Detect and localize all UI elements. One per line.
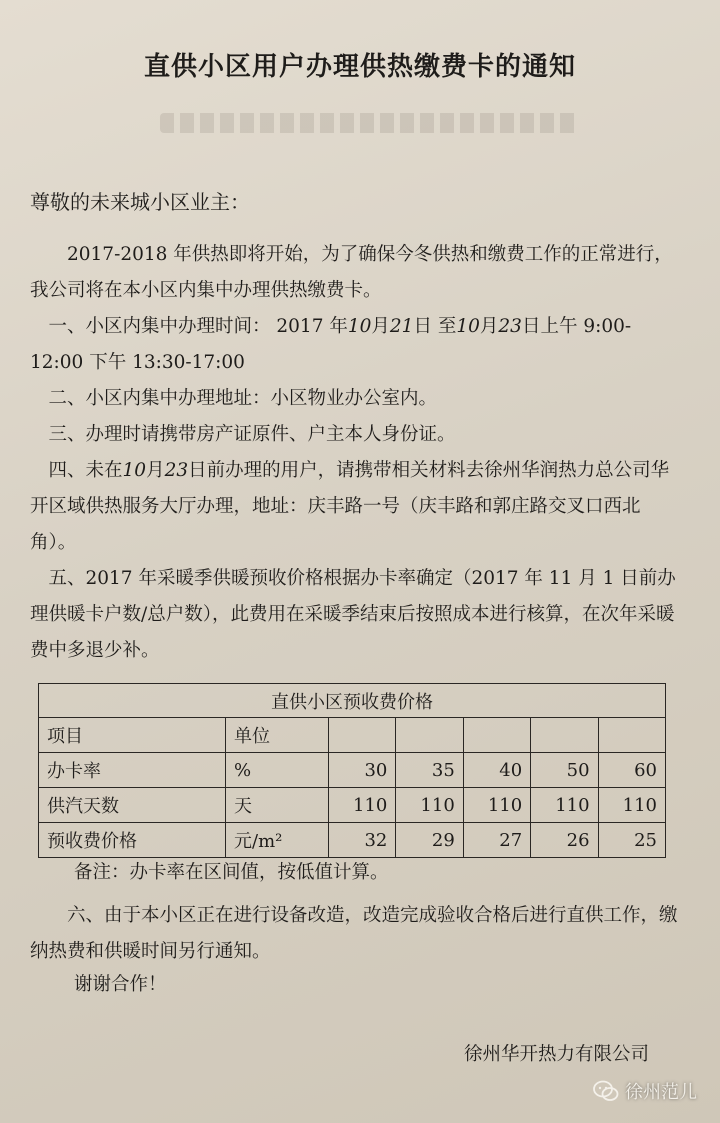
table-cell: 50 <box>531 753 598 788</box>
item-4-text-c: 日前办理的用户，请携带相关材料去徐州华润热力总公司华开区域供热服务大厅办理，地址：庆丰路一号（庆丰路和郭庄路交叉口西北角）。 <box>30 460 670 553</box>
table-header-cell <box>463 718 530 753</box>
item-4-text-a: 四、未在 <box>30 460 123 481</box>
thanks-text: 谢谢合作！ <box>74 974 167 995</box>
table-row <box>39 788 666 823</box>
item-1-text-a: 一、小区内集中办理时间： 2017 年 <box>30 316 348 337</box>
table-cell: 26 <box>531 823 598 858</box>
table-cell: 25 <box>598 823 665 858</box>
table-header-cell <box>598 718 665 753</box>
table-cell: 27 <box>463 823 530 858</box>
table-header-cell <box>396 718 463 753</box>
item-1-time <box>30 309 680 381</box>
table-cell: 60 <box>598 753 665 788</box>
intro-paragraph: 2017-2018 年供热即将开始，为了确保今冬供热和缴费工作的正常进行，我公司将在本小区内集中办理供热缴费卡。 <box>30 244 673 301</box>
table-cell: 110 <box>531 788 598 823</box>
item-1-text-b: 月 <box>371 316 390 337</box>
item-1-text-c: 日 至 <box>413 316 457 337</box>
table-cell: 40 <box>463 753 530 788</box>
bleed-through-text <box>160 113 580 133</box>
table-cell: 办卡率 <box>39 753 226 788</box>
item-5-pricing: 五、2017 年采暖季供暖预收价格根据办卡率确定（2017 年 11 月 1 日前办理供暖卡户数/总户数），此费用在采暖季结束后按照成本进行核算，在次年采暖费中多退少补。 <box>30 568 676 661</box>
table-cell: 110 <box>396 788 463 823</box>
company-signature: 徐州华开热力有限公司 <box>464 1044 650 1065</box>
handwritten-day: 23 <box>498 316 522 337</box>
handwritten-month: 10 <box>456 316 480 337</box>
wechat-icon <box>593 1080 619 1102</box>
item-2-address: 二、小区内集中办理地址：小区物业办公室内。 <box>30 388 438 409</box>
table-header-cell <box>329 718 396 753</box>
table-cell: % <box>226 753 329 788</box>
table-note: 备注：办卡率在区间值，按低值计算。 <box>74 862 389 883</box>
watermark-text: 徐州范儿 <box>625 1082 697 1103</box>
item-3-documents: 三、办理时请携带房产证原件、户主本人身份证。 <box>30 424 456 445</box>
watermark <box>593 1078 697 1104</box>
item-6-renovation: 六、由于本小区正在进行设备改造，改造完成验收合格后进行直供工作，缴纳热费和供暖时间另行通知。 <box>30 905 678 962</box>
table-header-cell: 单位 <box>226 718 329 753</box>
table-cell: 元/m² <box>226 823 329 858</box>
table-caption-row <box>39 684 666 718</box>
table-cell: 110 <box>329 788 396 823</box>
table-cell: 110 <box>598 788 665 823</box>
table-header-cell: 项目 <box>39 718 226 753</box>
table-cell: 30 <box>329 753 396 788</box>
handwritten-day: 23 <box>164 460 189 481</box>
item-4-late-users <box>30 453 680 561</box>
table-cell: 天 <box>226 788 329 823</box>
table-cell: 供汽天数 <box>39 788 226 823</box>
price-table <box>38 683 666 858</box>
handwritten-month: 10 <box>122 460 147 481</box>
handwritten-month: 10 <box>347 316 372 337</box>
handwritten-day: 21 <box>389 316 414 337</box>
table-cell: 110 <box>463 788 530 823</box>
table-row <box>39 753 666 788</box>
item-4-text-b: 月 <box>146 460 165 481</box>
item-1-text-e: 日上午 9:00-12:00 下午 13:30-17:00 <box>30 316 632 373</box>
item-1-text-d: 月 <box>479 316 499 337</box>
table-header-row <box>39 718 666 753</box>
greeting: 尊敬的未来城小区业主： <box>30 190 250 214</box>
table-cell: 32 <box>329 823 396 858</box>
table-caption: 直供小区预收费价格 <box>39 684 666 718</box>
table-cell: 29 <box>396 823 463 858</box>
table-row <box>39 823 666 858</box>
table-header-cell <box>531 718 598 753</box>
table-cell: 预收费价格 <box>39 823 226 858</box>
table-cell: 35 <box>396 753 463 788</box>
page-title: 直供小区用户办理供热缴费卡的通知 <box>143 52 576 82</box>
